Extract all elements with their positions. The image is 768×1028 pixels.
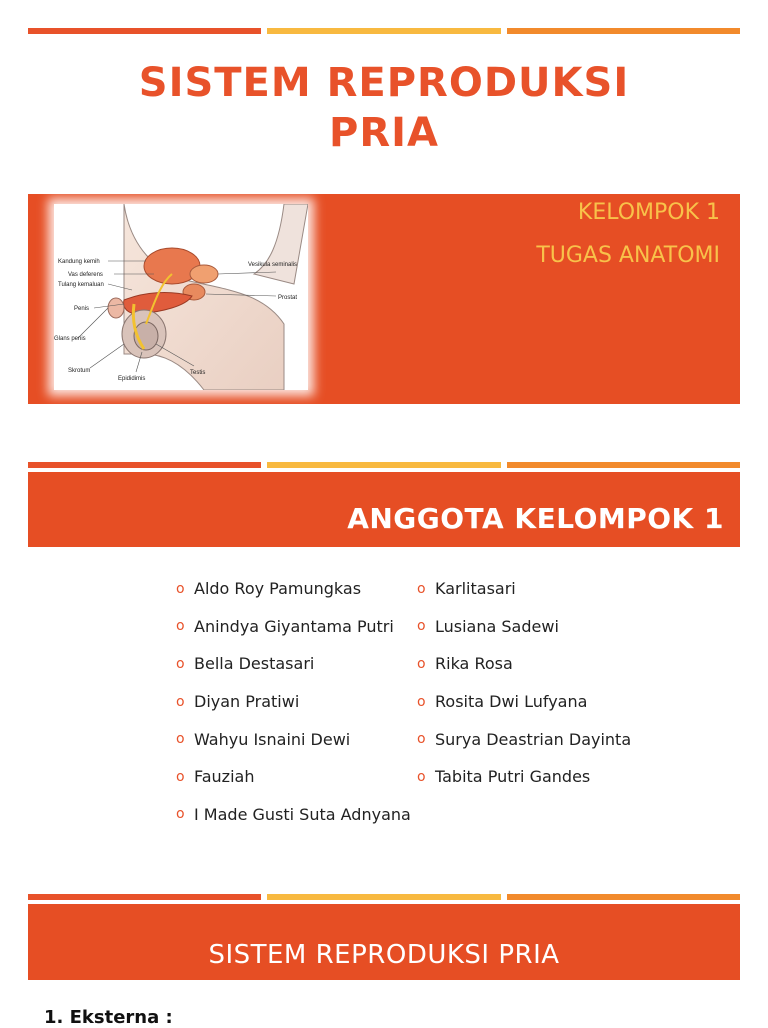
- member-name: I Made Gusti Suta Adnyana: [194, 804, 411, 824]
- member-name: Diyan Pratiwi: [194, 692, 300, 712]
- list-item: [417, 683, 631, 721]
- list-item: [176, 720, 411, 758]
- list-item-eksterna: 1. Eksterna :: [44, 1007, 173, 1028]
- top-accent-stripes: [28, 28, 740, 34]
- members-accent-stripes: [28, 462, 740, 468]
- subtitle-tugas: TUGAS ANATOMI: [536, 243, 720, 268]
- list-item: [417, 570, 631, 608]
- bullet-icon: o: [176, 768, 185, 785]
- stripe-orange: [507, 894, 740, 900]
- label-penis: Penis: [74, 306, 90, 312]
- members-list-right: [417, 570, 631, 796]
- bullet-icon: o: [176, 806, 185, 823]
- list-item: [176, 570, 411, 608]
- stripe-red: [28, 894, 261, 900]
- stripe-yellow: [267, 462, 500, 468]
- stripe-orange: [507, 462, 740, 468]
- member-name: Surya Deastrian Dayinta: [435, 729, 632, 749]
- stripe-yellow: [267, 28, 500, 34]
- members-list-left: [176, 570, 411, 833]
- label-kandung-kemih: Kandung kemih: [58, 259, 100, 265]
- member-name: Tabita Putri Gandes: [435, 767, 591, 787]
- bullet-icon: o: [417, 618, 426, 635]
- slide-title-line1: SISTEM REPRODUKSI: [138, 60, 630, 106]
- stripe-red: [28, 462, 261, 468]
- list-item: [417, 758, 631, 796]
- label-vas-deferens: Vas deferens: [68, 272, 103, 278]
- label-testis: Testis: [190, 370, 206, 376]
- member-name: Rosita Dwi Lufyana: [435, 692, 588, 712]
- bullet-icon: o: [417, 731, 426, 748]
- label-prostat: Prostat: [278, 295, 298, 301]
- anatomy-diagram-image: [54, 204, 308, 390]
- section-heading: SISTEM REPRODUKSI PRIA: [208, 940, 560, 970]
- bullet-icon: o: [176, 580, 185, 597]
- list-item: [417, 720, 631, 758]
- anatomy-illustration: [54, 204, 308, 390]
- bullet-icon: o: [176, 731, 185, 748]
- slide-title: [0, 58, 768, 158]
- label-glans-penis: Glans penis: [54, 336, 86, 342]
- members-heading: ANGGOTA KELOMPOK 1: [347, 502, 724, 535]
- member-name: Aldo Roy Pamungkas: [194, 579, 362, 599]
- subtitle-kelompok: KELOMPOK 1: [577, 200, 720, 225]
- member-name: Fauziah: [194, 767, 255, 787]
- member-name: Lusiana Sadewi: [435, 616, 559, 636]
- slide-title-line2: PRIA: [329, 110, 439, 156]
- label-tulang-kemaluan: Tulang kemaluan: [58, 282, 104, 288]
- member-name: Wahyu Isnaini Dewi: [194, 729, 351, 749]
- list-item: [176, 608, 411, 646]
- bullet-icon: o: [176, 655, 185, 672]
- list-item: [417, 645, 631, 683]
- section-banner: [28, 904, 740, 980]
- list-item: [176, 758, 411, 796]
- bullet-icon: o: [417, 693, 426, 710]
- bullet-icon: o: [417, 580, 426, 597]
- stripe-orange: [507, 28, 740, 34]
- bullet-icon: o: [417, 655, 426, 672]
- list-item: [176, 683, 411, 721]
- bullet-icon: o: [176, 693, 185, 710]
- list-item: [176, 796, 411, 834]
- label-vesikula-seminalis: Vesikula seminalis: [248, 262, 298, 268]
- member-name: Anindya Giyantama Putri: [194, 616, 394, 636]
- member-name: Bella Destasari: [194, 654, 315, 674]
- stripe-yellow: [267, 894, 500, 900]
- list-item: [176, 645, 411, 683]
- list-item: [417, 608, 631, 646]
- bullet-icon: o: [176, 618, 185, 635]
- member-name: Rika Rosa: [435, 654, 513, 674]
- bullet-icon: o: [417, 768, 426, 785]
- stripe-red: [28, 28, 261, 34]
- section-accent-stripes: [28, 894, 740, 900]
- label-epididimis: Epididimis: [118, 376, 146, 382]
- member-name: Karlitasari: [435, 579, 516, 599]
- members-banner: [28, 472, 740, 547]
- label-skrotum: Skrotum: [68, 368, 91, 374]
